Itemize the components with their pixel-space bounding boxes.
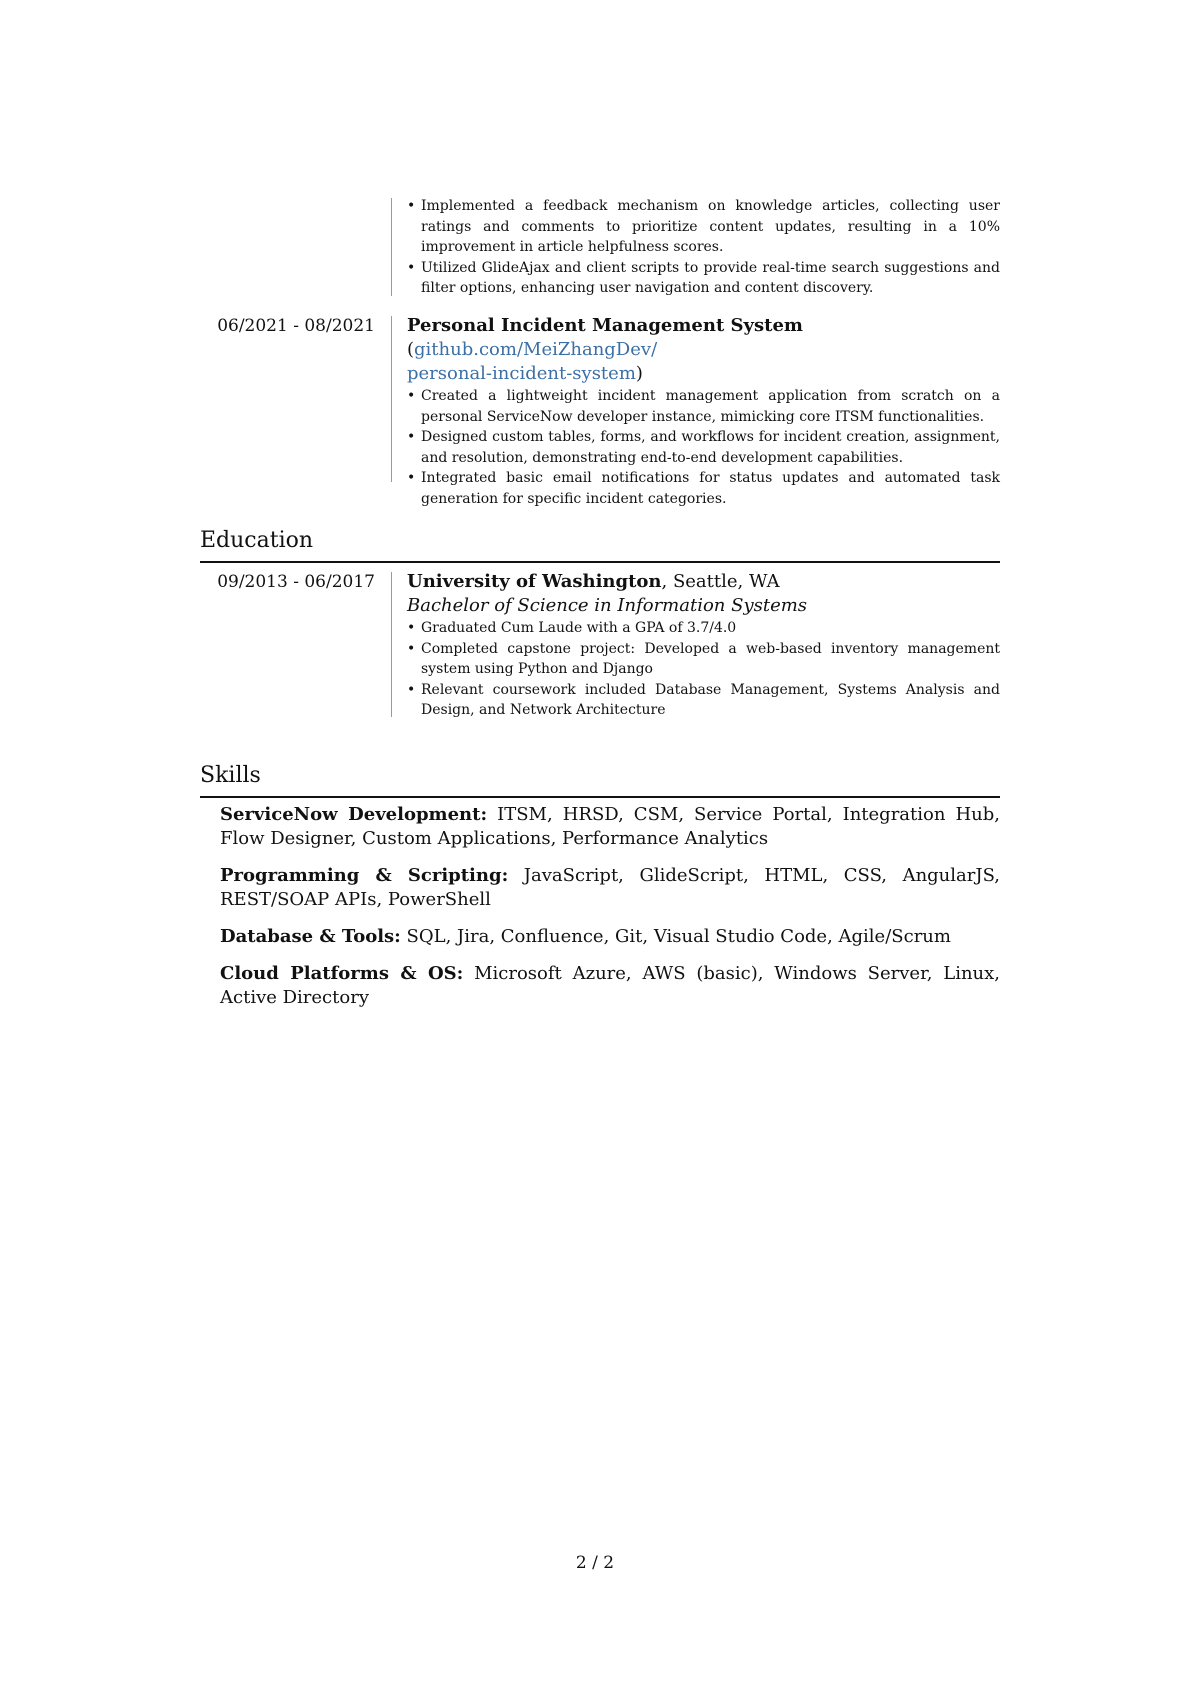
bullet-text: Utilized GlideAjax and client scripts to provide real-time search suggestions and filter options, enhancing user navigation and content discovery. xyxy=(421,259,1000,297)
link-open: ( xyxy=(407,339,415,360)
skill-category: ServiceNow Development: xyxy=(220,804,488,825)
bullet-icon: • xyxy=(407,620,416,636)
bullet-text: Designed custom tables, forms, and workflows for incident creation, assignment, and resolution, demonstrating end-to-end development capabilities. xyxy=(421,429,1000,466)
link-close: ) xyxy=(635,363,643,384)
list-item xyxy=(407,680,1000,721)
bullet-icon: • xyxy=(407,470,416,487)
bullet-text: Integrated basic email notifications for status updates and automated task generation for specific incident categories. xyxy=(421,470,1000,507)
bullet-icon: • xyxy=(407,681,416,698)
entry-date: 06/2021 - 08/2021 xyxy=(217,316,375,336)
bullet-text: Created a lightweight incident management application from scratch on a personal ServiceNow developer instance, mimicking core ITSM functionalities. xyxy=(421,388,1000,425)
project-link[interactable] xyxy=(407,339,657,384)
timeline-rule xyxy=(391,316,392,482)
section-title: Education xyxy=(200,528,314,553)
skill-category: Cloud Platforms & OS: xyxy=(220,963,464,984)
list-item xyxy=(407,196,1000,258)
list-item xyxy=(407,618,1000,639)
page-number: 2 / 2 xyxy=(575,1553,615,1573)
bullet-list xyxy=(407,386,1000,510)
section-divider xyxy=(200,561,1000,563)
skill-category: Programming & Scripting: xyxy=(220,865,509,886)
bullet-icon: • xyxy=(407,429,416,446)
bullet-list xyxy=(407,618,1000,721)
project-title-line xyxy=(407,314,1000,386)
project-entry xyxy=(200,314,1000,507)
entry-body xyxy=(407,570,1000,721)
list-item xyxy=(407,258,1000,299)
bullet-icon: • xyxy=(407,259,416,276)
entry-body xyxy=(407,314,1000,510)
bullet-text: Completed capstone project: Developed a web-based inventory management system using Python and Django xyxy=(421,640,1000,678)
entry-date: 09/2013 - 06/2017 xyxy=(217,572,375,592)
institution-location: , Seattle, WA xyxy=(661,571,780,592)
skill-item xyxy=(220,925,1000,949)
skill-values: SQL, Jira, Confluence, Git, Visual Studio Code, Agile/Scrum xyxy=(400,926,951,947)
experience-entry-continued xyxy=(200,196,1000,296)
degree: Bachelor of Science in Information Systems xyxy=(407,595,808,616)
bullet-list xyxy=(407,196,1000,299)
skill-values: ITSM, HRSD, CSM, Service Portal, Integration Hub, Flow Designer, Custom Applications, Performance Analytics xyxy=(220,804,1000,849)
bullet-icon: • xyxy=(407,198,416,214)
entry-body xyxy=(407,196,1000,299)
education-entry xyxy=(200,570,1000,720)
section-title: Skills xyxy=(200,763,261,788)
timeline-rule xyxy=(391,198,392,296)
list-item xyxy=(407,427,1000,468)
skills-section-header xyxy=(200,762,1000,798)
timeline-rule xyxy=(391,572,392,717)
bullet-text: Relevant coursework included Database Management, Systems Analysis and Design, and Network Architecture xyxy=(421,681,1000,719)
skill-item xyxy=(220,864,1000,912)
skills-list xyxy=(220,803,1000,1023)
list-item xyxy=(407,639,1000,680)
project-title: Personal Incident Management System xyxy=(407,315,803,336)
section-divider xyxy=(200,796,1000,798)
project-link-line-1[interactable]: github.com/MeiZhangDev/ xyxy=(414,339,658,360)
education-section-header xyxy=(200,527,1000,563)
list-item xyxy=(407,386,1000,427)
skill-values: Microsoft Azure, AWS (basic), Windows Server, Linux, Active Directory xyxy=(220,963,1001,1008)
institution-name: University of Washington xyxy=(407,571,662,592)
skill-category: Database & Tools: xyxy=(220,926,401,947)
skill-item xyxy=(220,803,1000,851)
list-item xyxy=(407,468,1000,509)
bullet-text: Implemented a feedback mechanism on knowledge articles, collecting user ratings and comments to prioritize content updates, resulting in a 10% improvement in article helpfulness scores. xyxy=(421,198,1000,256)
bullet-icon: • xyxy=(407,640,416,657)
skill-values: JavaScript, GlideScript, HTML, CSS, AngularJS, REST/SOAP APIs, PowerShell xyxy=(220,865,1000,910)
bullet-icon: • xyxy=(407,388,416,404)
skill-item xyxy=(220,962,1000,1010)
project-link-line-2[interactable]: personal-incident-system xyxy=(407,363,636,384)
institution-line xyxy=(407,570,1000,594)
bullet-text: Graduated Cum Laude with a GPA of 3.7/4.0 xyxy=(421,620,737,636)
